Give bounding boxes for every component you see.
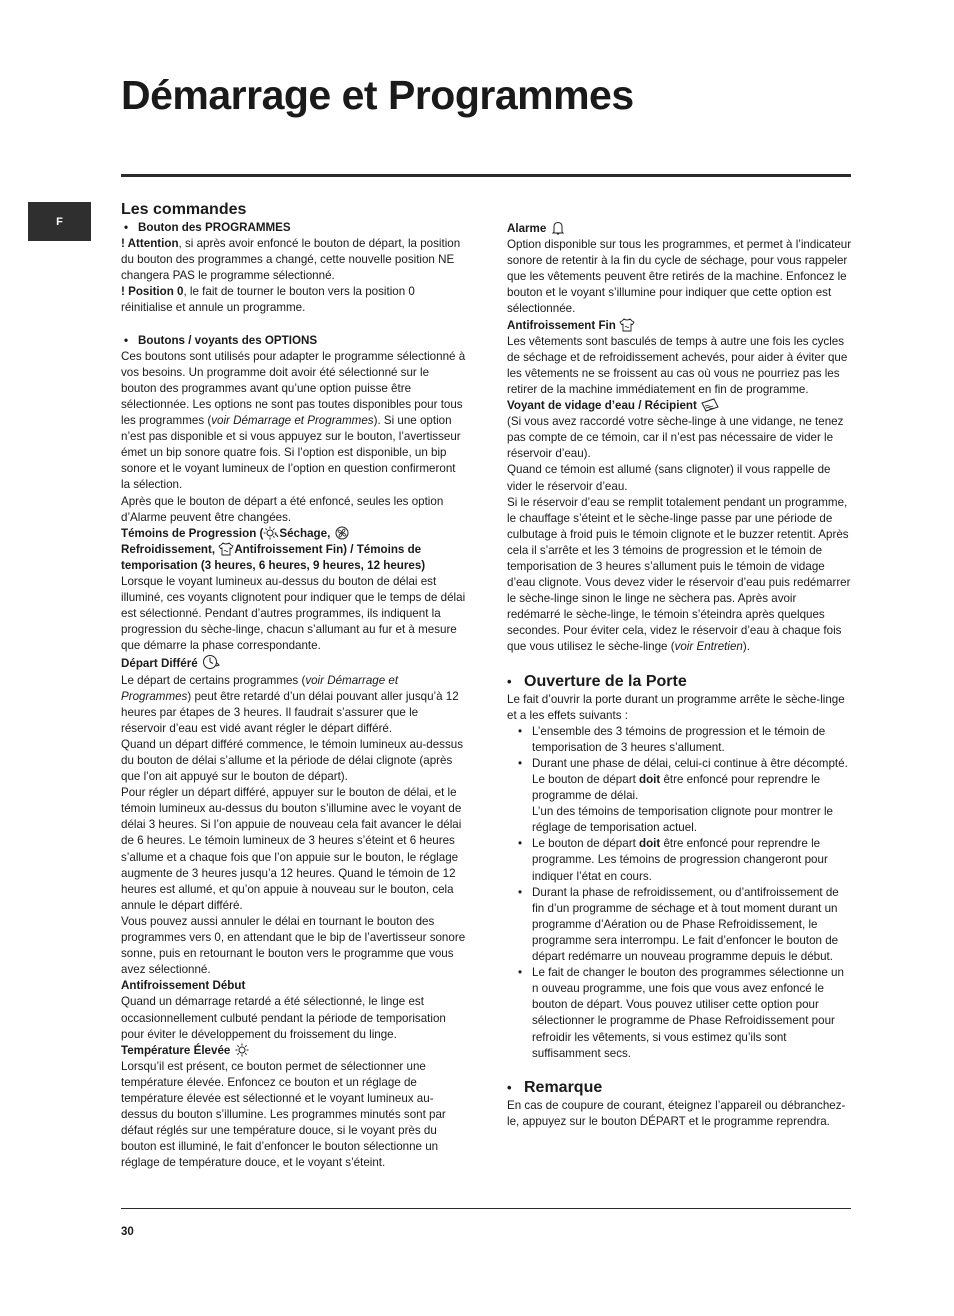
depart-title: Départ Différé	[121, 654, 466, 672]
anti-debut-title: Antifroissement Début	[121, 979, 246, 993]
anti-debut-paragraph: Quand un démarrage retardé a été sélectionné, le linge est occasionnellement culbuté pendant la période de temporisation pour éviter le développement du froissement du linge.	[121, 995, 446, 1041]
options-title: • Boutons / voyants des OPTIONS	[121, 333, 466, 349]
bell-icon	[550, 221, 566, 235]
alarme-paragraph: Option disponible sur tous les programmes, et permet à l’indicateur sonore de retentir à la fin du cycle de séchage, pour vous rappeler que les vêtements peuvent être retirés de la machine. Enfoncez le bouton et le voyant s’illumine pour indiquer que cette option est sélectionnée.	[507, 238, 852, 316]
depart-paragraph-4: Vous pouvez aussi annuler le délai en tournant le bouton des programmes vers 0, en attendant que le bip de l’avertisseur sonore sonne, puis en retournant le bouton vers le programme que vous avez sélectionné.	[121, 914, 466, 977]
language-tab: F	[28, 202, 91, 241]
section-heading-remarque: • Remarque	[507, 1078, 852, 1098]
page-number: 30	[121, 1226, 134, 1238]
vidage-paragraph-2: Quand ce témoin est allumé (sans clignoter) il vous rappelle de vider le réservoir d’eau.	[507, 463, 831, 493]
remarque-paragraph: En cas de coupure de courant, éteignez l’appareil ou débranchez-le, appuyez sur le bouton DÉPART et le programme reprendra.	[507, 1098, 846, 1128]
options-paragraph-1: Ces boutons sont utilisés pour adapter le programme sélectionné à vos besoins. Un programme doit avoir été sélectionné sur le bouton des programmes avant qu’une option puisse être sélectionnée. Les options ne sont pas toutes disponibles pour tous les programmes (voir Démarrage et Programmes). Si une option n’est pas disponible et si vous appuyez sur le bouton, l’avertisseur émet un bip sonore quatre fois. Si l’option est disponible, un bip sonore et le voyant lumineux de l’option en question confirmeront la sélection.	[121, 349, 466, 492]
vidage-paragraph-1: (Si vous avez raccordé votre sèche-linge à une vidange, ne tenez pas compte de ce témoin, car il n’est pas nécessaire de vider le réservoir d’eau).	[507, 415, 844, 461]
page-title: Démarrage et Programmes	[121, 72, 634, 118]
water-container-icon	[700, 398, 720, 412]
temp-paragraph: Lorsqu’il est présent, ce bouton permet de sélectionner une température élevée. Enfoncez ce bouton et un réglage de température élevée est sélectionné et le voyant lumineux au-dessus du bouton s’illumine. Les programmes minutés sont par défaut réglés sur une température douce, si le voyant près du bouton est illuminé, le fait d’enfoncer le bouton sélectionne un réglage de température douce, et le voyant s’éteint.	[121, 1059, 446, 1170]
delay-clock-icon	[201, 654, 221, 670]
vidage-title: Voyant de vidage d’eau / Récipient	[507, 398, 852, 414]
left-column	[121, 200, 466, 1171]
prog-paragraph-2: ! Position 0, le fait de tourner le bouton vers la position 0 réinitialise et annule un programme.	[121, 285, 415, 315]
anti-fin-paragraph: Les vêtements sont basculés de temps à autre une fois les cycles de séchage et de refroidissement achevés, pour aider à éviter que les vêtements ne se froissent au cas où vous ne pourriez pas les retirer de la machine immédiatement en fin de programme.	[507, 334, 848, 396]
anti-fin-title: Antifroissement Fin	[507, 318, 852, 334]
list-item: • Le fait de changer le bouton des programmes sélectionne un n ouveau programme, une fois que vous avez enfoncé le bouton de départ. Vous pouvez utiliser cette option pour sélectionner le programme de Phase Refroidissement pour refroidir les vêtements, si vous estimez qu’ils sont suffisamment secs.	[532, 965, 852, 1062]
prog-title: • Bouton des PROGRAMMES	[121, 220, 466, 236]
temoins-title: Témoins de Progression ( Séchage, Refroidissement, Antifroissement Fin) / Témoins de temporisation (3 heures, 6 heures, 9 heures, 12 heures)	[121, 526, 426, 572]
high-temperature-sun-icon	[234, 1043, 250, 1057]
list-item: • Durant la phase de refroidissement, ou d’antifroissement de fin d’un programme de séchage et à tout moment durant un programme d’Aération ou de Phase Refroidissement, le programme sera interrompu. Le fait d’enfoncer le bouton de départ redémarre un nouveau programme depuis le début.	[532, 885, 852, 965]
title-divider	[121, 174, 851, 177]
depart-paragraph-3: Pour régler un départ différé, appuyer sur le bouton de délai, et le témoin lumineux au-dessus du bouton s’illumine avec le voyant de délai 3 heures. Si l’on appuie de nouveau cela fait avancer le délai de 6 heures. Le témoin lumineux de 3 heures s’éteint et 6 heures s’allume et a chaque fois que l’on appuie sur le bouton, le réglage augmente de 3 heures jusqu’a 12 heures. Quand le témoin de 12 heures est allumé, et qu’on appuie à nouveau sur le bouton, cela annule le départ différé.	[121, 786, 462, 912]
drying-sun-icon	[263, 526, 279, 540]
temp-title: Température Élevée	[121, 1043, 466, 1059]
cooling-fan-icon	[334, 526, 350, 540]
depart-paragraph-1: Le départ de certains programmes (voir Démarrage et Programmes) peut être retardé d’un délai pouvant aller jusqu’à 12 heures par étapes de 3 heures. Il faudrait s’assurer que le réservoir d’eau est vidé avant régler le départ différé.	[121, 673, 459, 735]
options-paragraph-2: Après que le bouton de départ a été enfoncé, seules les option d’Alarme peuvent être changées.	[121, 494, 444, 524]
list-item: • L’ensemble des 3 témoins de progression et le témoin de temporisation de 3 heures s’allument.	[532, 724, 852, 756]
list-item: • Le bouton de départ doit être enfoncé pour reprendre le programme. Les témoins de progression changeront pour indiquer l’état en cours.	[532, 836, 852, 884]
section-heading-porte: • Ouverture de la Porte	[507, 672, 852, 692]
section-heading-commandes: Les commandes	[121, 201, 247, 218]
porte-intro: Le fait d’ouvrir la porte durant un programme arrête le sèche-linge et a les effets suivants :	[507, 692, 845, 722]
depart-paragraph-2: Quand un départ différé commence, le témoin lumineux au-dessus du bouton de délai s’allume et la période de délai clignote (après que l’on ait appuyé sur le bouton de départ).	[121, 737, 463, 784]
temoins-paragraph: Lorsque le voyant lumineux au-dessus du bouton de délai est illuminé, ces voyants clignotent pour indiquer que le temps de délai est sélectionné. Pendant d’autres programmes, ils indiquent la progression du sèche-linge, chacun s’allumant au fur et à mesure que démarre la phase correspondante.	[121, 574, 466, 653]
porte-list	[507, 724, 852, 1062]
anticrease-shirt-icon	[218, 542, 234, 556]
list-item: • Durant une phase de délai, celui-ci continue à être décompté. Le bouton de départ doit être enfoncé pour reprendre le programme de délai. L’un des témoins de temporisation clignote pour montrer le réglage de temporisation actuel.	[532, 756, 852, 836]
anticrease-shirt-icon	[619, 318, 635, 332]
vidage-paragraph-3: Si le réservoir d’eau se remplit totalement pendant un programme, le chauffage s’éteint et le sèche-linge passe par une période de culbutage à froid puis le témoin clignote et le buzzer retentit. Après cela il s’arrête et les 3 témoins de progression et le témoin de temporisation de 3 heures s’allument puis le témoin de vidage d’eau clignote. Vous devez vider le réservoir d’eau puis redémarrer le sèche-linge sinon le linge ne sèchera pas. Après avoir redémarré le sèche-linge, le témoin s’éteindra après quelques secondes. Pour éviter cela, videz le réservoir d’eau à chaque fois que vous utilisez le sèche-linge (voir Entretien).	[507, 495, 851, 654]
prog-paragraph-1: ! Attention, si après avoir enfoncé le bouton de départ, la position du bouton des programmes a changé, cette nouvelle position NE changera PAS le programme sélectionné.	[121, 237, 461, 283]
right-column	[507, 221, 852, 1130]
footer-divider	[121, 1208, 851, 1209]
alarme-title: Alarme	[507, 221, 852, 237]
